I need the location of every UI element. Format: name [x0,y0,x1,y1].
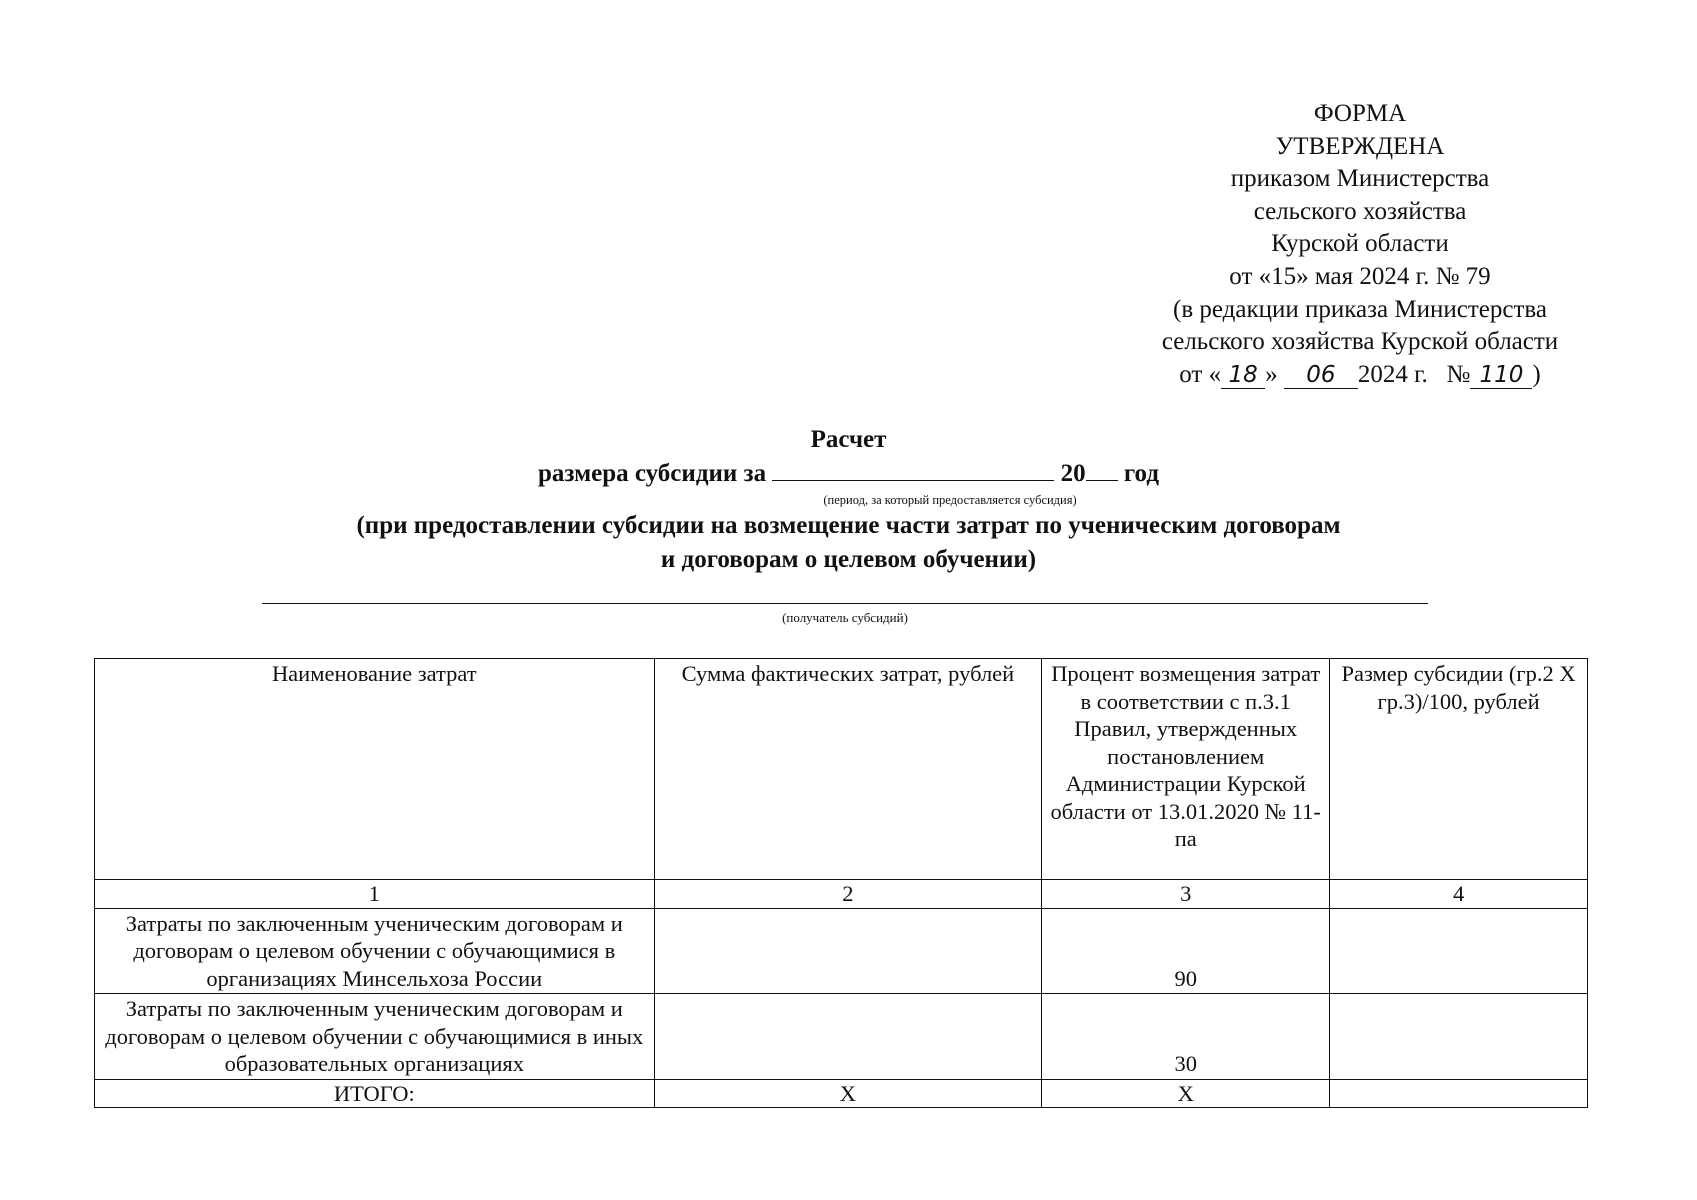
subtitle-prefix: размера субсидии за [538,460,767,487]
document-title: Расчет [810,426,887,453]
subtitle-year-prefix: 20 [1060,460,1086,487]
stamp-order-date: от «15» мая 2024 г. № 79 [1229,262,1491,290]
stamp-amend-line-1: (в редакции приказа Министерства [1173,295,1547,323]
document-purpose-line-2: и договорам о целевом обучении) [660,546,1037,573]
header-cost-name: Наименование затрат [95,659,655,880]
table-row [95,908,1588,994]
document-subtitle [0,458,1697,488]
header-subsidy-amount: Размер субсидии (гр.2 Х гр.3)/100, рублей [1330,659,1588,880]
period-blank [772,458,1054,481]
amend-day-handwritten: 18 [1221,362,1265,389]
percent-cell: 90 [1042,908,1330,994]
subtitle-suffix: год [1123,460,1159,487]
recipient-note: (получатель субсидий) [782,610,908,625]
total-sum-cell: Х [654,1079,1042,1108]
actual-sum-cell[interactable] [654,908,1042,994]
header-actual-sum: Сумма фактических затрат, рублей [654,659,1042,880]
period-note: (период, за который предоставляется субсидия) [823,493,1077,507]
stamp-amend-line-2: сельского хозяйства Курской области [1161,328,1559,356]
table-header-row [95,659,1588,880]
column-number: 4 [1330,880,1588,909]
stamp-region-line: Курской области [1271,230,1449,258]
total-label: ИТОГО: [95,1079,655,1108]
total-row [95,1079,1588,1108]
subsidy-cell[interactable] [1330,994,1588,1080]
year-blank [1086,458,1118,481]
calculation-table [94,658,1588,1108]
amend-month-handwritten: 06 [1284,362,1358,389]
column-number: 2 [654,880,1042,909]
column-number: 3 [1042,880,1330,909]
subsidy-cell[interactable] [1330,908,1588,994]
column-number: 1 [95,880,655,909]
amend-close: ) [1532,360,1541,388]
approval-stamp [1100,98,1620,391]
amend-prefix: от « [1179,360,1222,388]
amend-number-handwritten: 110 [1470,362,1532,389]
column-number-row [95,880,1588,909]
stamp-amend-date [1100,359,1620,392]
amend-year: 2024 г. [1357,360,1428,388]
table-row [95,994,1588,1080]
stamp-form-label: ФОРМА [1313,100,1407,127]
amend-number-label: № [1446,360,1471,388]
total-subsidy-cell[interactable] [1330,1079,1588,1108]
stamp-order-line: приказом Министерства [1230,165,1490,193]
stamp-approved-label: УТВЕРЖДЕНА [1275,132,1445,160]
cost-name-cell: Затраты по заключенным ученическим договорам и договорам о целевом обучении с обучающимися в иных образовательных организациях [95,994,655,1080]
header-reimbursement-percent: Процент возмещения затрат в соответствии с п.3.1 Правил, утвержденных постановлением Администрации Курской области от 13.01.2020 № 11-па [1042,659,1330,880]
total-percent-cell: Х [1042,1079,1330,1108]
stamp-ministry-line: сельского хозяйства [1253,197,1467,225]
amend-mid: » [1265,360,1278,388]
percent-cell: 30 [1042,994,1330,1080]
recipient-line [262,603,1428,604]
actual-sum-cell[interactable] [654,994,1042,1080]
document-purpose-line-1: (при предоставлении субсидии на возмещение части затрат по ученическим договорам [356,512,1341,539]
cost-name-cell: Затраты по заключенным ученическим договорам и договорам о целевом обучении с обучающимися в организациях Минсельхоза России [95,908,655,994]
